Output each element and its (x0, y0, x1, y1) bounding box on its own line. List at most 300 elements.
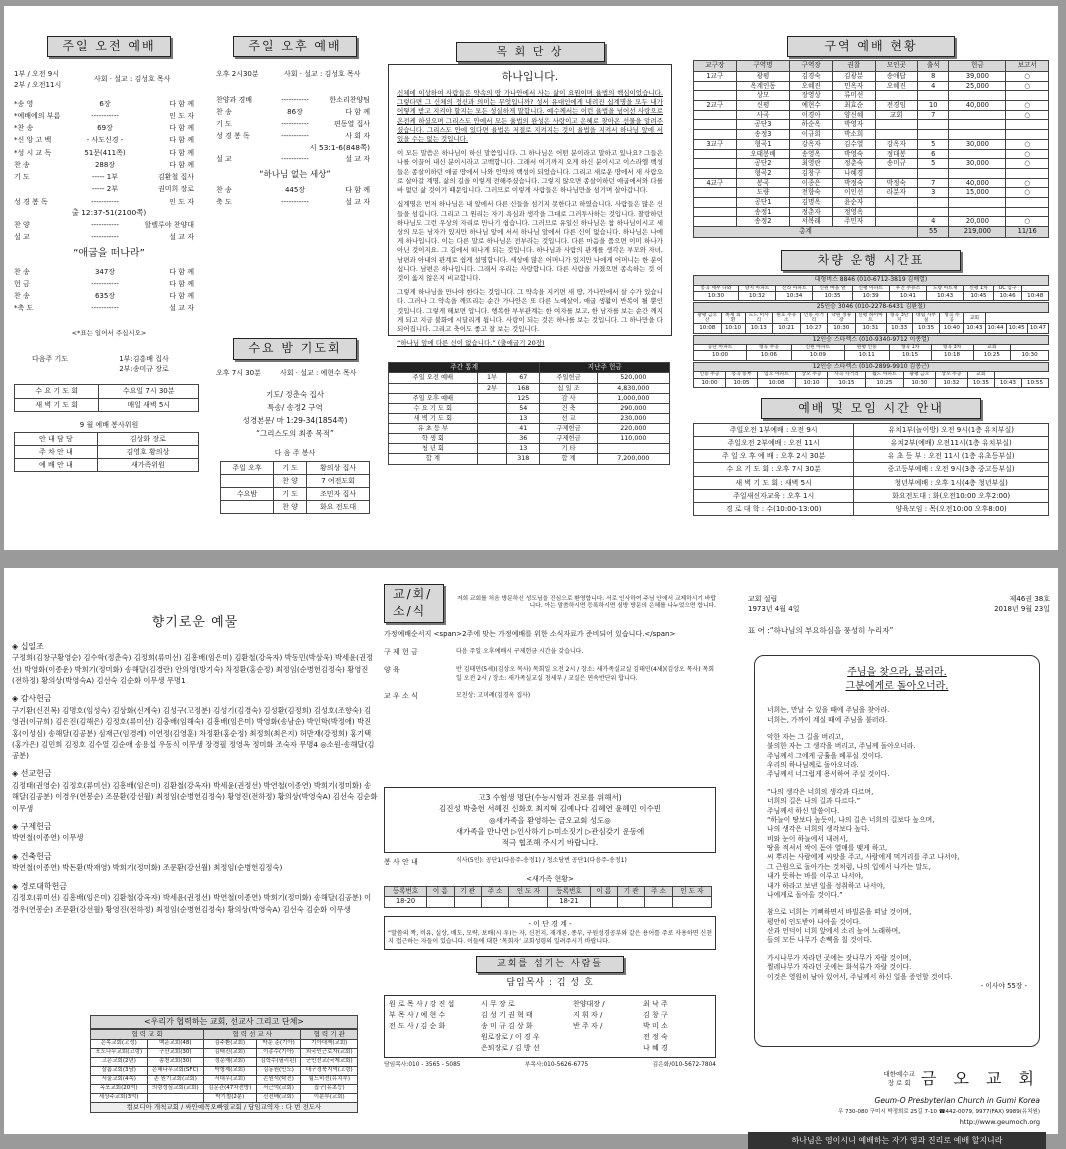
district-row (694, 91, 1049, 101)
district-cell (694, 81, 737, 91)
partner-cell: 은혜나무교회(SFC) (147, 1066, 204, 1075)
vehicle-time: 10:11 (844, 351, 889, 360)
district-cell: 형곡2 (736, 168, 790, 178)
newcomer-cell (481, 897, 508, 908)
vehicle-stops-row (694, 312, 1049, 324)
district-cell: 양신혜 (832, 110, 875, 120)
stats-cell: 4,830,000 (597, 383, 669, 393)
partners-footer: 컴보디아 개척교회 / 싸안예꼭오빠열교회 / 담임교역자 : 다 번 전도사 (90, 1103, 358, 1113)
district-cell (918, 168, 949, 178)
duty-cell: 새가족위원 (97, 459, 198, 472)
vehicle-route-name-row (694, 276, 1049, 286)
vehicle-time: 10:31 (855, 324, 886, 333)
partner-cell: 구산교회(30) (147, 1048, 204, 1057)
stats-cell (477, 454, 506, 464)
order-row (14, 266, 204, 278)
newcomer-cell (590, 897, 617, 908)
district-cell: 정대봉 (875, 149, 918, 159)
stats-cell: 십 일 조 (540, 383, 597, 393)
district-header-cell: 헌금 (949, 61, 1006, 72)
order-cell: 권미희 장로 (157, 185, 194, 194)
order-cell: 다 함 께 (169, 292, 194, 301)
offerings-title: 향기로운 예물 (151, 615, 239, 630)
prayer-meeting-cell: 수요일 7시 30분 (99, 385, 199, 398)
district-cell: 7 (918, 110, 949, 120)
district-cell: 4교구 (694, 178, 737, 188)
meetings-cell: 청년부예배 : 오후 1시(4층 청년부실) (854, 476, 1049, 489)
founded-date: 1973년 4월 4일 (748, 605, 800, 614)
district-total-cell: 11/16 (1006, 227, 1049, 238)
vehicle-time: 10:30 (1011, 351, 1049, 360)
duty-table (14, 432, 199, 472)
district-cell: 3교구 (694, 139, 737, 149)
prayer-2: 2부:송미규 장로 (119, 365, 169, 374)
vehicle-title: 차량 운행 시간표 (781, 250, 962, 271)
church-slogan: 하나님은 영이시니 예배하는 자가 영과 진리로 예배 할지니라 (748, 1132, 1046, 1149)
service-text: 식사(5인): 공단1(다음주-송정1) / 청소당번 공단1(다음주-송정1) (456, 857, 627, 865)
vehicle-time: 10:25 (973, 351, 1011, 360)
verse-line (767, 725, 1027, 733)
stats-row (389, 373, 670, 383)
newcomer-cell (617, 897, 644, 908)
vehicle-time: 10:30 (694, 292, 739, 301)
partner-cell: 기아대책(교회) (301, 1040, 358, 1049)
partner-row (91, 1093, 358, 1102)
district-row (694, 101, 1049, 111)
district-row (694, 198, 1049, 208)
vehicle-time: 10:08 (758, 378, 796, 387)
staff-cell: 반 주 자 / (573, 1021, 603, 1030)
vehicle-time: 10:33 (886, 324, 912, 333)
district-cell: 오혜진 (790, 81, 833, 91)
district-cell: 광평 (736, 71, 790, 81)
newcomer-header-cell: 이 름 (590, 886, 617, 897)
next-week-row (221, 487, 370, 500)
vehicle-time: 10:00 (694, 351, 747, 360)
order-cell: 다 함 께 (169, 148, 194, 157)
district-cell (694, 130, 737, 140)
partner-row (91, 1084, 358, 1093)
offering-section-body: 구기환(신진복) 김명호(임성숙) 김상화(신계숙) 김성구(고정분) 김성기(김경숙) 김성환(김정희) 김성호(조향숙) 김영권(이규희) 김은진(김해은) 김정호(류미선) 김충배(임해숙) 김흥배(임은미) 박영화(송남순) 박인학(박정애) 박진홍(이성심) 송해달(김공분) 심재근(임경례) 이연정(김영훈) 차정환(홍순정) 최정희(최은지) 허만재(강정희) 홍기택(홍가은) 김민희 김정호 김수열 김순애 송용섭 우동식 이무생 장경필 정영옥 정미화 조숙자 무명4 ◎소원-송해달(김공분) (12, 705, 375, 761)
offerings-column (12, 568, 378, 1134)
order-cell: *성 시 교 독 (14, 148, 52, 157)
partner-row (91, 1040, 358, 1049)
vehicle-route-name: 대형버스 8846 (010-6712-3819 김배열) (694, 276, 1049, 286)
district-header-cell: 구역명 (736, 61, 790, 72)
afternoon-sermon-title: “하나님 없는 세상” (259, 169, 331, 180)
partner-cell: 의령성심교회(교회) (147, 1084, 204, 1093)
district-cell: 김광분 (832, 71, 875, 81)
stats-cell: 건 축 (540, 403, 597, 413)
verse-line: 나의 생각은 너희의 생각보다 높다. (767, 825, 870, 834)
vehicle-route-table (693, 335, 1049, 361)
order-row (14, 134, 204, 146)
order-cell: ----------- (281, 155, 309, 164)
vehicle-time: 10:39 (852, 292, 889, 301)
staff-list (384, 995, 716, 1059)
order-row (14, 110, 204, 122)
scripture-frame (754, 655, 1040, 1047)
partner-cell: 김태진(교회) (204, 1048, 257, 1057)
order-cell: 51문(411쪽) (84, 148, 126, 157)
partner-header-cell: 협 력 선 교 사 (204, 1029, 301, 1039)
staff-cell: 원로장로 / 이 경 우 (481, 1033, 540, 1042)
district-cell (949, 198, 1006, 208)
news-intro: 저희 교회를 처음 방문하신 성도님을 진심으로 환영합니다. 서로 인사하여 주님 안에서 교제하시기 바랍니다. 아는 말씀하시면 등록하시면 심방 방문의 은혜를 나누었으면 합니다. (456, 595, 716, 610)
vehicle-stop: 사곡 사거리 (828, 372, 866, 378)
order-cell: *예배에의 부름 (14, 111, 61, 120)
district-cell: 신평 (736, 101, 790, 111)
order-cell: 축 도 (216, 198, 232, 207)
district-cell: 옥계인동 (736, 81, 790, 91)
verse-line: 주님께서 너그럽게 용서하여 주실 것이다. (767, 770, 890, 779)
staff-cell: 부 목 사 / 예 현 수 (389, 1010, 446, 1019)
order-cell: 635장 (94, 292, 116, 301)
stats-cell: 학 생 회 (389, 434, 478, 444)
stats-cell: 새 벽 기 도 회 (389, 413, 478, 423)
stats-title-offering: 지난주 헌금 (540, 362, 670, 373)
meetings-row (694, 463, 1049, 476)
verse-line: 악한 자는 그 길을 버리고, (767, 732, 844, 741)
order-cell: 6장 (99, 99, 111, 108)
district-cell (694, 207, 737, 217)
district-cell: 김경숙 (790, 71, 833, 81)
order-row (14, 98, 204, 110)
stats-cell (597, 444, 669, 454)
stats-cell: 기 타 (540, 444, 597, 454)
next-week-cell: 찬 양 (273, 474, 306, 487)
heresy-title: - 이 단 경 계 - (528, 919, 572, 928)
verse-line: 내가 뜻하는 바를 이루고 나서야, (767, 872, 864, 881)
newcomer-title: <새가족 현황> (526, 874, 574, 883)
vehicle-stop: 교회 (964, 312, 985, 324)
partner-cell (147, 1093, 204, 1102)
morning-worship-title: 주일 오전 예배 (47, 36, 170, 57)
district-cell: 7 (918, 178, 949, 188)
stats-cell: 선 교 (540, 413, 597, 423)
stats-cell (389, 383, 478, 393)
next-week-cell: 황의상 집사 (307, 461, 370, 474)
verse-line: 우리의 하나님께로 돌아오너라. (767, 761, 859, 770)
vehicle-time: 10:55 (1021, 378, 1048, 387)
vehicle-stop: 교회 (967, 372, 994, 378)
partner-cell: 서근억(교회) (256, 1084, 301, 1093)
partners-table (90, 1029, 358, 1103)
vehicle-stop: 형곡 3단지 (886, 312, 912, 324)
stats-cell (477, 403, 506, 413)
pastoral-title: 목 회 단 상 (456, 42, 605, 62)
news-item-label: 구 제 헌 금 (384, 647, 418, 656)
meetings-row (694, 450, 1049, 463)
order-cell: 기 도 (14, 173, 30, 182)
vehicle-stop: 광평 금오산 (694, 312, 722, 324)
church-name: 금 오 교 회 (920, 1069, 1040, 1089)
morning-preacher: 사회 · 설교 : 김성호 목사 (94, 75, 171, 84)
news-item (384, 647, 716, 657)
district-row (694, 81, 1049, 91)
verse-line: “하늘이 땅보다 높듯이, 나의 길은 너희의 길보다 높으며, (767, 815, 935, 824)
vehicle-time: 10:30 (828, 324, 856, 333)
morning-worship-column (14, 6, 204, 550)
staff-row (389, 1010, 711, 1021)
vehicle-route-name-row (694, 335, 1049, 345)
next-week-cell: 기 도 (273, 461, 306, 474)
district-cell: 상모 (736, 91, 790, 101)
newcomer-header-cell: 등록번호 (548, 886, 590, 897)
vehicle-time: 10:35 (967, 378, 994, 387)
vehicle-route-table (693, 275, 1049, 301)
stats-row (389, 413, 670, 423)
next-week-row (221, 500, 370, 513)
bulletin-outer-sheet (4, 568, 1058, 1145)
district-cell: 서복래 (790, 217, 833, 227)
district-cell: 최영란 (790, 159, 833, 169)
wednesday-scripture: 성경본문/ 마 1:29-34(1854쪽) (242, 416, 348, 426)
staff-cell: 전 도 사 / 김 순 화 (389, 1021, 446, 1030)
meetings-cell: 양육모임 : 목(오전10:00 오후8:00) (854, 502, 1049, 515)
order-row (14, 171, 204, 183)
order-cell: ----- 2부 (91, 185, 119, 194)
vehicle-stop: 월드 아파트 (865, 372, 903, 378)
order-cell: 인 도 자 (169, 197, 194, 206)
district-cell (918, 207, 949, 217)
vehicle-time: 10:43 (964, 324, 985, 333)
verse-line: 들의 모든 나무가 손뼉을 칠 것이다. (767, 936, 872, 945)
vehicle-time: 10:10 (795, 378, 827, 387)
vehicle-stop: 신평 1차 (964, 285, 993, 291)
prayer-meeting-cell: 매일 새벽 5시 (99, 398, 199, 411)
order-cell: 445장 (284, 185, 306, 194)
vehicle-route-name-row (694, 303, 1049, 313)
order-cell: *신 앙 고 백 (14, 136, 52, 145)
partner-cell: 김동원(인도) (256, 1066, 301, 1075)
morning-scripture: 출 12:37-51(2100쪽) (71, 207, 147, 217)
district-row (694, 217, 1049, 227)
vehicle-stop: 신평 하이마트 (855, 312, 886, 324)
verse-line (767, 946, 1027, 954)
offering-section-body: 박연철(이종연) 이무생 (12, 833, 84, 843)
news-item (384, 691, 716, 701)
order-cell: 설 교 자 (345, 198, 370, 207)
meetings-cell: 주 일 오 후 예 배 : 오후 2시 30분 (694, 450, 854, 463)
wednesday-prayer: 기도/ 정춘숙 집사 (265, 389, 324, 399)
newcomer-cell (645, 897, 672, 908)
district-cell: 이경아 (790, 110, 833, 120)
church-website[interactable]: http://www.geumoch.org (959, 1118, 1040, 1127)
district-total-cell: 219,000 (949, 227, 1006, 238)
offering-section-body: 김정호(류미선) 김흥배(임은미) 김환철(강옥자) 박세윤(권정선) 박연철(이종연) 박희기(정미화) 송해달(김공분) 이경우(연봉순) 조문환(강선월) 황영진(전하정) 최정임(순병헌김정숙) 황의상(박영숙A) 김선숙 김순화 이무생 (12, 893, 372, 914)
next-week-cell: 수요밤 (221, 487, 274, 500)
district-header-cell: 보고서 (1006, 61, 1049, 72)
district-cell (1006, 130, 1049, 140)
district-cell: 하순옥 (790, 120, 833, 130)
partner-cell: 백운교회(48) (147, 1040, 204, 1049)
district-cell: 송정2 (736, 217, 790, 227)
vehicle-stop: 양지 아파트 (738, 285, 775, 291)
news-item-text: 반 김태민(5세)(김상오 목사) 목회일 오전 2시 / 장소: 새가족실교실 김태민(4세)(김상오 목사) 목회일 오전 2시 / 장소: 새가족실교실 청세부 / 교실은 연속반단위 합니다. (456, 666, 715, 683)
order-cell: 사 회 자 (345, 132, 370, 141)
vehicle-times-row (694, 324, 1049, 333)
staff-cell: 지 휘 자 / (573, 1010, 603, 1019)
district-cell (949, 91, 1006, 101)
staff-cell: 송 미 규 김 상 화 (481, 1021, 533, 1030)
next-week-cell: 화요 전도대 (307, 500, 370, 513)
order-cell: ----------- (91, 111, 119, 120)
duty-cell: 김상화 장로 (97, 432, 198, 445)
vehicle-stop: 인동 주공 (694, 372, 726, 378)
news-item-text: 모친상: 고미례(김경옥 집사) (456, 692, 531, 700)
district-cell: 나혜경 (832, 168, 875, 178)
next-week-cell (221, 474, 274, 487)
partner-cell: 포도나무교회(고령) (91, 1048, 148, 1057)
order-cell: 86장 (287, 107, 303, 116)
order-row (14, 122, 204, 134)
stats-cell: 합 계 (540, 454, 597, 464)
district-cell: 공단1 (736, 198, 790, 208)
district-cell: 송영옥 (790, 149, 833, 159)
pastoral-frame (388, 64, 672, 348)
meetings-row (694, 437, 1049, 450)
partner-cell: 정운재(교회) (204, 1057, 257, 1066)
verse-line: 참으로 너희는 기뻐하면서 바빌론을 떠날 것이며, (767, 908, 912, 917)
vehicle-time: 10:32 (935, 378, 967, 387)
vehicle-route-name: 12인승 스타렉스 (010-2899-9910 김봉근) (694, 362, 1049, 372)
order-row (216, 118, 374, 130)
next-week-cell: 주일 오후 (221, 461, 274, 474)
pastoral-paragraph-3: 십계명은 먼저 하나님은 내 앞에서 다른 신들을 섬기지 못한다고 하였습니다. 사람들은 많은 신들을 섬깁니다. 그리고 그 원리는 자기 욕심과 생각을 그대로 그러투사하는 것입니다. 찰랑하던 하나님도 그런 우상의 자리로 만나기 쉽습니다. 그러므로 유일신 하나님은 참 하나님이시고 세상의 모든 남자가 있지만 하나님 앞에 서서 하나님 앞에서 다른 신이 없습니다. 하나님은 나에게 하나입니다. 이는 다른 말로 하나님은 전부라는 것입니다. 다른 마음을 품으면 이미 하나가 아닌 것이지요. 그 길에서 떠나게 되는 것입니다. 하나님과 사람의 관계를 생각은 부모와 자녀, 남편과 아내의 관계로 쉽게 설명합니다. 세상에 많은 어머니가 있지만 나에게 어머니는 한 분이십니다. 남편은 하나입니다. 그래서 우리는 사랑합니다. 다른 사람을 가졌으면 종속하는 것 이것이 옳지 않은지 비교합니다. (397, 200, 663, 283)
district-cell (1006, 91, 1049, 101)
morning-sermon-title: “애굽을 떠나라” (73, 248, 145, 260)
stats-row (389, 383, 670, 393)
vehicle-stop: 원평 인동 (844, 345, 889, 351)
district-cell: ○ (1006, 71, 1049, 81)
district-cell: 공단2 (736, 159, 790, 169)
news-item-label: 양 육 (384, 666, 400, 675)
district-cell (918, 130, 949, 140)
stats-row (389, 403, 670, 413)
vehicle-time: 10:46 (993, 292, 1022, 301)
district-cell: 15,000 (949, 188, 1006, 198)
newcomer-header-cell: 주 소 (645, 886, 672, 897)
order-row (216, 94, 374, 106)
staff-cell (573, 1043, 643, 1054)
meetings-row (694, 502, 1049, 515)
stats-cell: 구제헌금 (540, 434, 597, 444)
vehicle-stop: 신라 아파트 (776, 285, 813, 291)
newcomer-cell: 18-21 (548, 897, 590, 908)
staff-row (389, 1043, 711, 1054)
vehicle-stop: 신원 마을 앞 (813, 285, 852, 291)
news-title: 교/회/소/식 (384, 584, 444, 623)
meetings-cell: 새 벽 기 도 회 : 새벽 5시 (694, 476, 854, 489)
order-cell: 편동열 집사 (333, 120, 370, 129)
district-cell (949, 149, 1006, 159)
vehicle-time: 10:05 (726, 378, 758, 387)
district-cell: 5 (918, 139, 949, 149)
partner-cell: 손원석(탁진) (256, 1075, 301, 1084)
newcomer-cell (427, 897, 454, 908)
meetings-cell: 주일오전 2부예배 : 오전 11시 (694, 437, 854, 450)
partner-header-cell: 협 력 기 관 (301, 1029, 358, 1039)
vehicle-time: 10:21 (773, 324, 801, 333)
meetings-cell: 유치1부(놀이방) 오전 9시(1층 유치부실) (854, 424, 1049, 437)
vehicle-time: 10:06 (747, 351, 792, 360)
district-cell: 오태봉배 (736, 149, 790, 159)
prayer-meeting-table (14, 384, 199, 411)
district-cell (875, 198, 918, 208)
staff-cell (389, 1043, 481, 1054)
partner-cell: 집구(유초등) (301, 1084, 358, 1093)
stats-cell: 주일 오후 예배 (389, 393, 478, 403)
next-week-cell: 기 도 (273, 487, 306, 500)
order-cell: ----------- (281, 198, 309, 207)
stats-cell: 구제헌금 (540, 424, 597, 434)
newcomer-header-cell: 인 도 자 (672, 886, 711, 897)
order-cell: 찬 송 (216, 185, 232, 194)
partner-cell: 은목교회(고성) (91, 1040, 148, 1049)
district-cell: 30,000 (949, 139, 1006, 149)
heresy-box (384, 916, 716, 951)
offering-section-body: 박연철(이종연) 박돈환(박재영) 박희기(정미화) 조문환(강선월) 최정임(순병헌김정숙) (12, 863, 283, 873)
staff-cell: 은퇴장로 / 김 방 선 (481, 1044, 540, 1053)
district-cell: 라분자 (875, 188, 918, 198)
phone-3: 김은화/010-5672-7804 (652, 1062, 716, 1069)
vehicle-route-name: 25인승 3046 (010-2278-6431 김환철) (694, 303, 1049, 313)
stats-row (389, 454, 670, 464)
stats-cell: 주일헌금 (540, 373, 597, 383)
vehicle-stop: 봉곡 동부 (726, 372, 758, 378)
meetings-cell: 중고등부예배 : 오전 9시(3층 중고등부실) (854, 463, 1049, 476)
order-cell: 설 교 자 (345, 155, 370, 164)
banner-line-2: 김진성 박충헌 서혜진 신화호 최지혁 김예나다 김혜연 윤혜민 이수빈 (439, 804, 661, 814)
news-caption: 가정예배순서지 <span>2주에 맞는 가정예배를 위한 소식자료가 준비되어 있습니다.</span> (384, 629, 676, 638)
duty-cell: 김영호 황의상 (97, 445, 198, 458)
partner-cell: 고은교회(2년) (91, 1057, 148, 1066)
newcomer-header-cell: 등록번호 (385, 886, 427, 897)
stats-cell: 318 (507, 454, 540, 464)
newcomer-header-cell: 기 관 (454, 886, 481, 897)
partner-cell: 옥포교회(20억) (91, 1084, 148, 1093)
next-week-cell: 7 여전도회 (307, 474, 370, 487)
order-cell: 다 함 께 (169, 124, 194, 133)
vehicle-time: 10:43 (994, 378, 1021, 387)
verse-line: 불의한 자는 그 생각을 버리고, 주님께 돌아오너라. (767, 742, 916, 751)
prayer-meeting-cell: 새 벽 기 도 회 (15, 398, 99, 411)
morning-order-2 (14, 219, 204, 244)
next-week-title: 다 음 주 봉사 (274, 449, 316, 458)
district-cell: 정영옥 (832, 207, 875, 217)
partner-row (91, 1048, 358, 1057)
vehicle-stop: 광평 금오 (903, 372, 935, 378)
vehicle-times-row (694, 292, 1049, 301)
district-cell (949, 168, 1006, 178)
vehicle-time: 10:08 (694, 324, 722, 333)
district-cell: 20,000 (949, 217, 1006, 227)
partner-cell: 박운 준(기아) (256, 1040, 301, 1049)
district-cell: 40,000 (949, 101, 1006, 111)
order-cell: 김환철 집사 (157, 173, 194, 182)
stats-cell: 주일 오전 예배 (389, 373, 478, 383)
district-cell: 정춘자 (790, 207, 833, 217)
church-english-name: Geum-O Presbyterian Church in Gumi Korea (874, 1096, 1040, 1106)
stats-cell: 합 계 (389, 454, 478, 464)
vehicle-time: 10:45 (1006, 324, 1027, 333)
district-cell (875, 168, 918, 178)
district-cell: 사곡 (736, 110, 790, 120)
meetings-row (694, 476, 1049, 489)
vehicle-schedule (693, 275, 1049, 388)
stats-row (389, 393, 670, 403)
